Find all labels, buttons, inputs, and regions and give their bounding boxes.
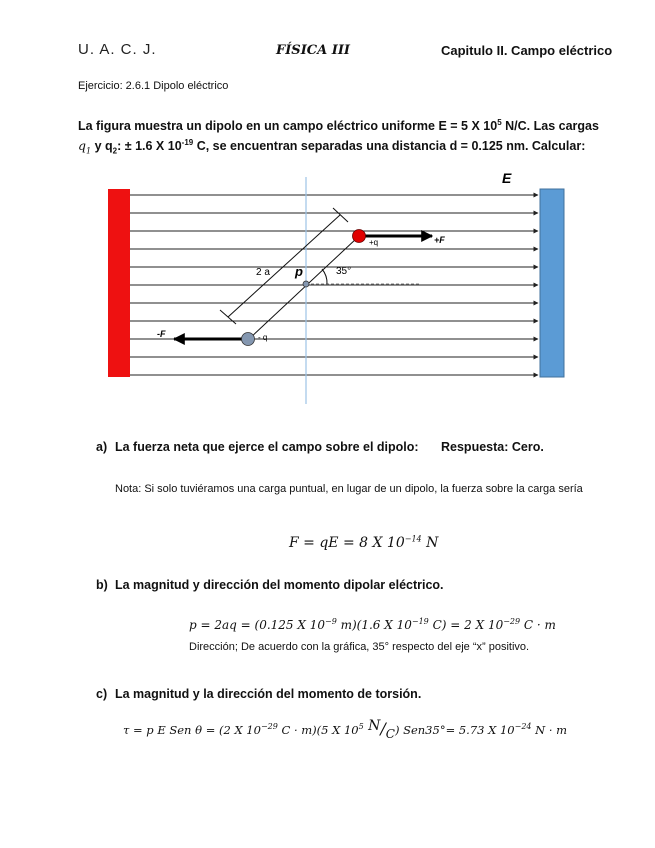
question-a-marker: a) [96,440,108,454]
force-equation [289,535,438,551]
angle-arc [322,269,327,284]
eq-part: C) = 2 X 10 [428,618,504,632]
negative-charge-label: - q [258,333,268,342]
statement-text: C, se encuentran separadas una distancia d = 0.125 nm. Calcular: [193,139,586,153]
dipole-moment-label: p [295,264,303,279]
negative-force-label: -F [157,329,166,339]
statement-q2-sub: 2 [112,146,118,156]
positive-force-label: +F [434,235,445,245]
eq-exp: 5 [358,722,364,732]
eq-exp: −19 [411,617,429,626]
statement-text: La figura muestra un dipolo en un campo eléctrico uniforme E = 5 X 10 [78,119,498,133]
statement-exp: 5 [497,117,502,127]
separation-line [228,215,340,317]
left-plate [108,189,130,377]
statement-exp: -19 [181,137,194,147]
dipole-moment-equation [189,618,556,632]
eq-part: F = qE = 8 X 10 [289,535,405,551]
negative-charge [242,333,255,346]
torque-equation [123,718,567,741]
exercise-label: Ejercicio: 2.6.1 Dipolo eléctrico [78,80,229,92]
eq-part: N · m [531,723,568,737]
question-c-text: La magnitud y la dirección del momento de torsión. [115,687,422,701]
eq-part: ) Sen35°= 5.73 X 10 [394,723,515,737]
eq-part: τ = p E Sen θ = (2 X 10 [123,723,261,737]
field-lines [130,195,538,375]
dipole-axis [249,238,357,339]
statement-text: : ± 1.6 X 10 [117,139,182,153]
positive-charge [353,230,366,243]
angle-label: 35° [336,266,352,277]
eq-unit-slash: / [380,719,386,738]
note-text: Nota: Si solo tuviéramos una carga puntual, en lugar de un dipolo, la fuerza sobre la carga sería [115,483,583,495]
field-label: E [502,170,512,186]
question-a-text: La fuerza neta que ejerce el campo sobre el dipolo: [115,440,419,454]
dipole-figure [0,0,655,420]
positive-charge-label: +q [369,238,379,247]
question-c-marker: c) [96,687,108,701]
header-institution: U. A. C. J. [78,41,157,58]
eq-unit-num: N [363,718,381,734]
eq-part: N [421,535,439,551]
statement-text: N/C. Las cargas [501,119,599,133]
eq-exp: −24 [514,722,532,732]
question-b-marker: b) [96,578,108,592]
separation-label: 2 a [256,267,270,278]
eq-part: C · m [520,618,556,632]
dipole-center-point [303,281,309,287]
eq-part: C · m)(5 X 10 [277,723,359,737]
eq-part: m)(1.6 X 10 [336,618,412,632]
eq-exp: −29 [260,722,278,732]
header-chapter: Capitulo II. Campo eléctrico [441,43,613,58]
right-plate [540,189,564,377]
eq-exp: −29 [503,617,521,626]
eq-exp: −9 [325,617,337,626]
question-a-answer: Respuesta: Cero. [441,440,544,454]
statement-text: y q [91,139,113,153]
statement-q1-sub: 1 [86,146,92,156]
eq-exp: −14 [404,534,422,544]
question-b-text: La magnitud y dirección del momento dipolar eléctrico. [115,578,444,592]
eq-part: p = 2aq = (0.125 X 10 [189,618,325,632]
eq-unit-den: C [385,727,395,741]
statement-q1: q [78,138,87,153]
header-course: FÍSICA III [276,43,350,58]
direction-text: Dirección; De acuerdo con la gráfica, 35° respecto del eje “x” positivo. [189,641,530,653]
